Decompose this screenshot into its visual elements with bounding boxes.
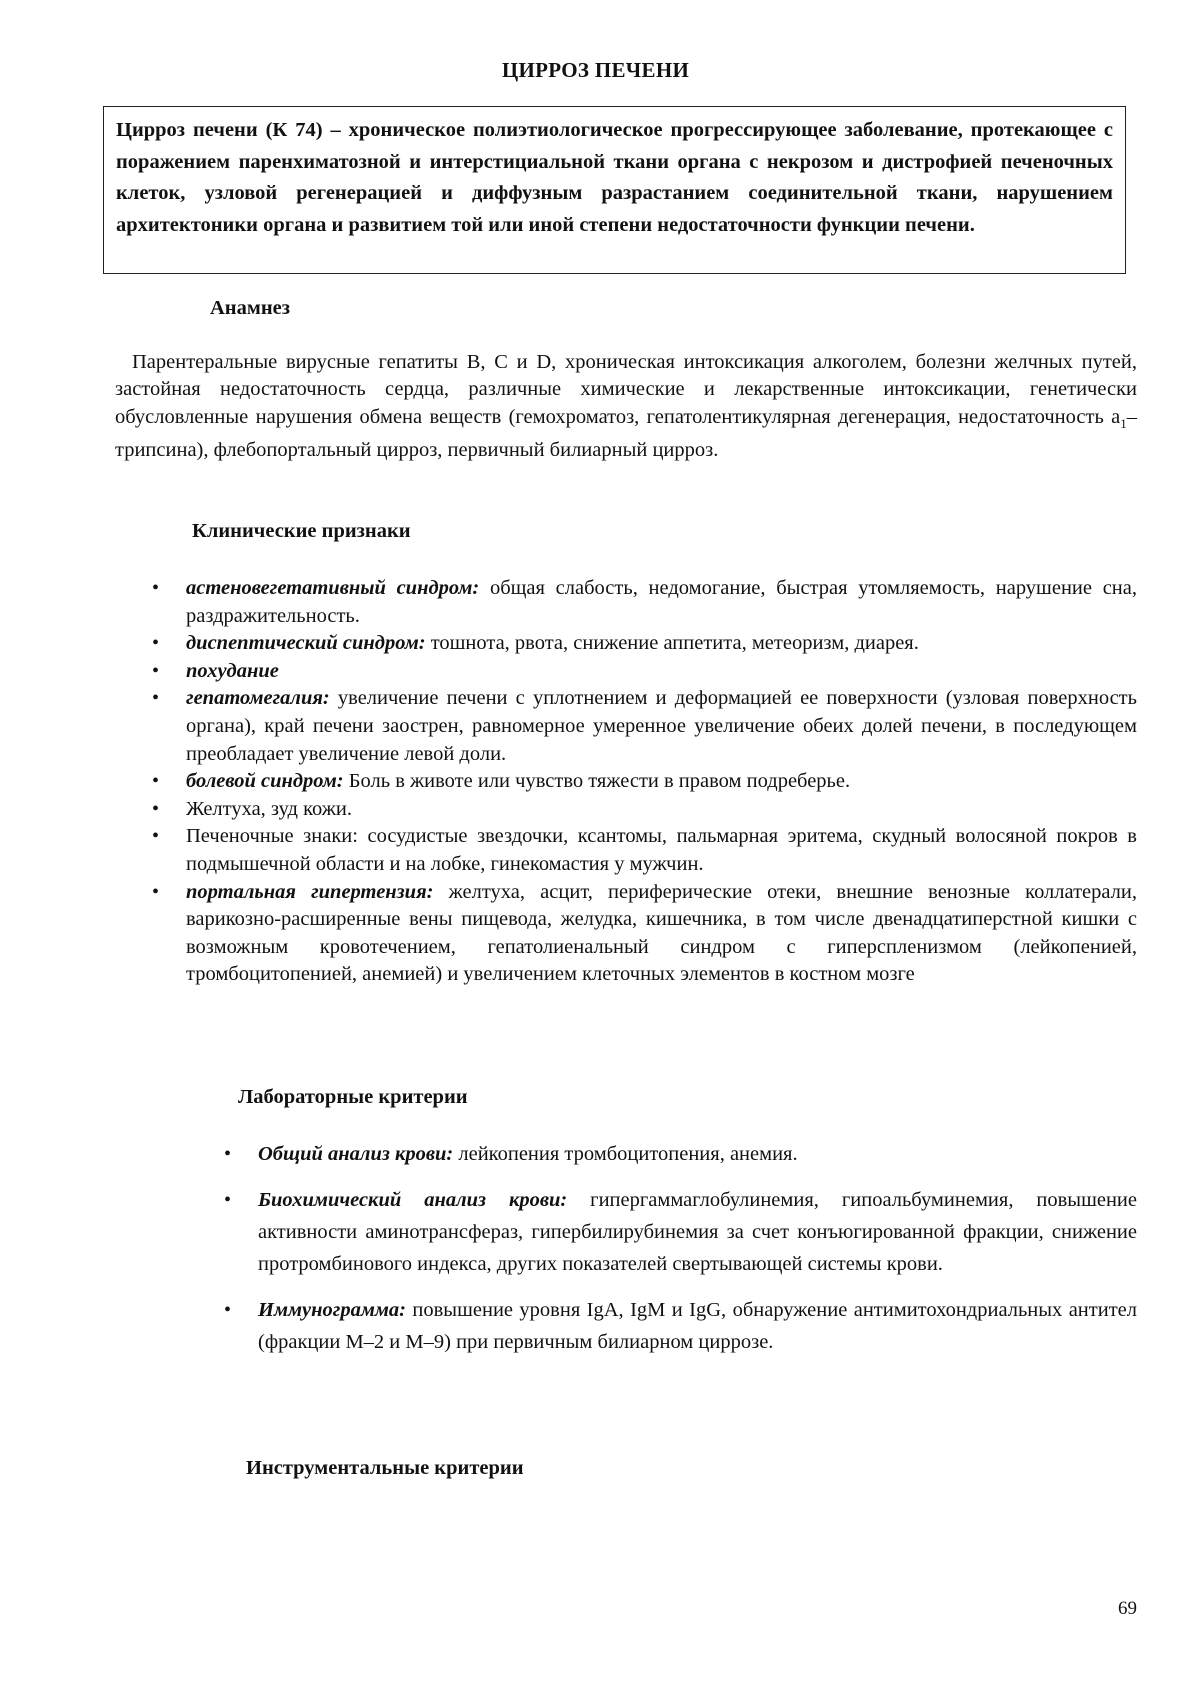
laboratory-list — [258, 1138, 1137, 1372]
item-term: Общий анализ крови: — [258, 1143, 454, 1165]
list-item — [258, 1184, 1137, 1280]
item-term: диспептический синдром: — [186, 632, 426, 655]
item-term: астеновегетативный синдром: — [186, 577, 480, 599]
list-item — [186, 768, 1137, 796]
item-text: Боль в животе или чувство тяжести в правом подреберье. — [343, 770, 851, 793]
item-term: Биохимический анализ крови: — [258, 1189, 568, 1211]
list-item — [258, 1294, 1137, 1358]
clinical-heading: Клинические признаки — [192, 520, 411, 542]
item-text: тошнота, рвота, снижение аппетита, метеоризм, диарея. — [425, 632, 919, 655]
item-term: похудание — [186, 659, 279, 682]
item-text: лейкопения тромбоцитопения, анемия. — [453, 1143, 798, 1165]
list-item — [186, 879, 1137, 989]
clinical-signs-list — [186, 575, 1137, 989]
anamnesis-text-part1: Парентеральные вирусные гепатиты B, C и D, хроническая интоксикация алкоголем, болезни желчных путей, застойная недостаточность сердца, различные химические и лекарственные интоксикации, генетически обусловленные нарушения обмена веществ (гемохроматоз, гепатолентикулярная дегенерация, недостаточность a — [115, 351, 1137, 428]
instrumental-heading: Инструментальные критерии — [246, 1457, 524, 1479]
anamnesis-heading: Анамнез — [210, 297, 290, 319]
list-item — [186, 685, 1137, 768]
item-text: общая слабость, недомогание, быстрая утомляемость, нарушение сна, раздражительность. — [186, 577, 1137, 627]
item-term: болевой синдром: — [186, 770, 344, 793]
anamnesis-text-part2: –трипсина), флебопортальный цирроз, первичный билиарный цирроз. — [115, 405, 1137, 462]
item-text: Желтуха, зуд кожи. — [186, 797, 353, 820]
list-item — [186, 575, 1137, 630]
list-item — [186, 796, 1137, 824]
list-item — [186, 630, 1137, 658]
item-text: Печеночные знаки: сосудистые звездочки, ксантомы, пальмарная эритема, скудный волосяной покров в подмышечной области и на лобке, гинекомастия у мужчин. — [186, 825, 1137, 875]
list-item — [258, 1138, 1137, 1170]
item-term: портальная гипертензия: — [186, 880, 434, 903]
laboratory-heading: Лабораторные критерии — [238, 1086, 468, 1108]
item-text: гипергаммаглобулинемия, гипоальбуминемия, повышение активности аминотрансфераз, гипербилирубинемия за счет конъюгированной фракции, снижение протромбинового индекса, других показателей свертывающей системы крови. — [258, 1189, 1137, 1275]
page-number: 69 — [1118, 1598, 1137, 1619]
item-term: гепатомегалия: — [186, 687, 330, 710]
page-title: ЦИРРОЗ ПЕЧЕНИ — [501, 58, 690, 82]
definition-text: Цирроз печени (К 74) – хроническое полиэтиологическое прогрессирующее заболевание, протекающее с поражением паренхиматозной и интерстициальной ткани органа с некрозом и дистрофией печеночных клеток, узловой регенерацией и диффузным разрастанием соединительной ткани, нарушением архитектоники органа и развитием той или иной степени недостаточности функции печени. — [116, 119, 1113, 236]
item-text: желтуха, асцит, периферические отеки, внешние венозные коллатерали, варикозно-расширенные вены пищевода, желудка, кишечника, в том числе двенадцатиперстной кишки с возможным кровотечением, гепатолиенальный синдром с гиперспленизмом (лейкопенией, тромбоцитопенией, анемией) и увеличением клеточных элементов в костном мозге — [186, 880, 1137, 986]
anamnesis-subscript: 1 — [1120, 415, 1127, 431]
item-text: увеличение печени с уплотнением и деформацией ее поверхности (узловая поверхность органа), край печени заострен, равномерное умеренное увеличение обеих долей печени, в последующем преобладает увеличение левой доли. — [186, 687, 1137, 765]
list-item — [186, 823, 1137, 878]
definition-box — [103, 106, 1126, 274]
item-term: Иммунограмма: — [258, 1299, 406, 1321]
anamnesis-text — [115, 349, 1137, 465]
list-item — [186, 658, 1137, 686]
item-text: повышение уровня IgA, IgM и IgG, обнаружение антимитохондриальных антител (фракции М–2 и М–9) при первичным билиарном циррозе. — [258, 1299, 1137, 1353]
